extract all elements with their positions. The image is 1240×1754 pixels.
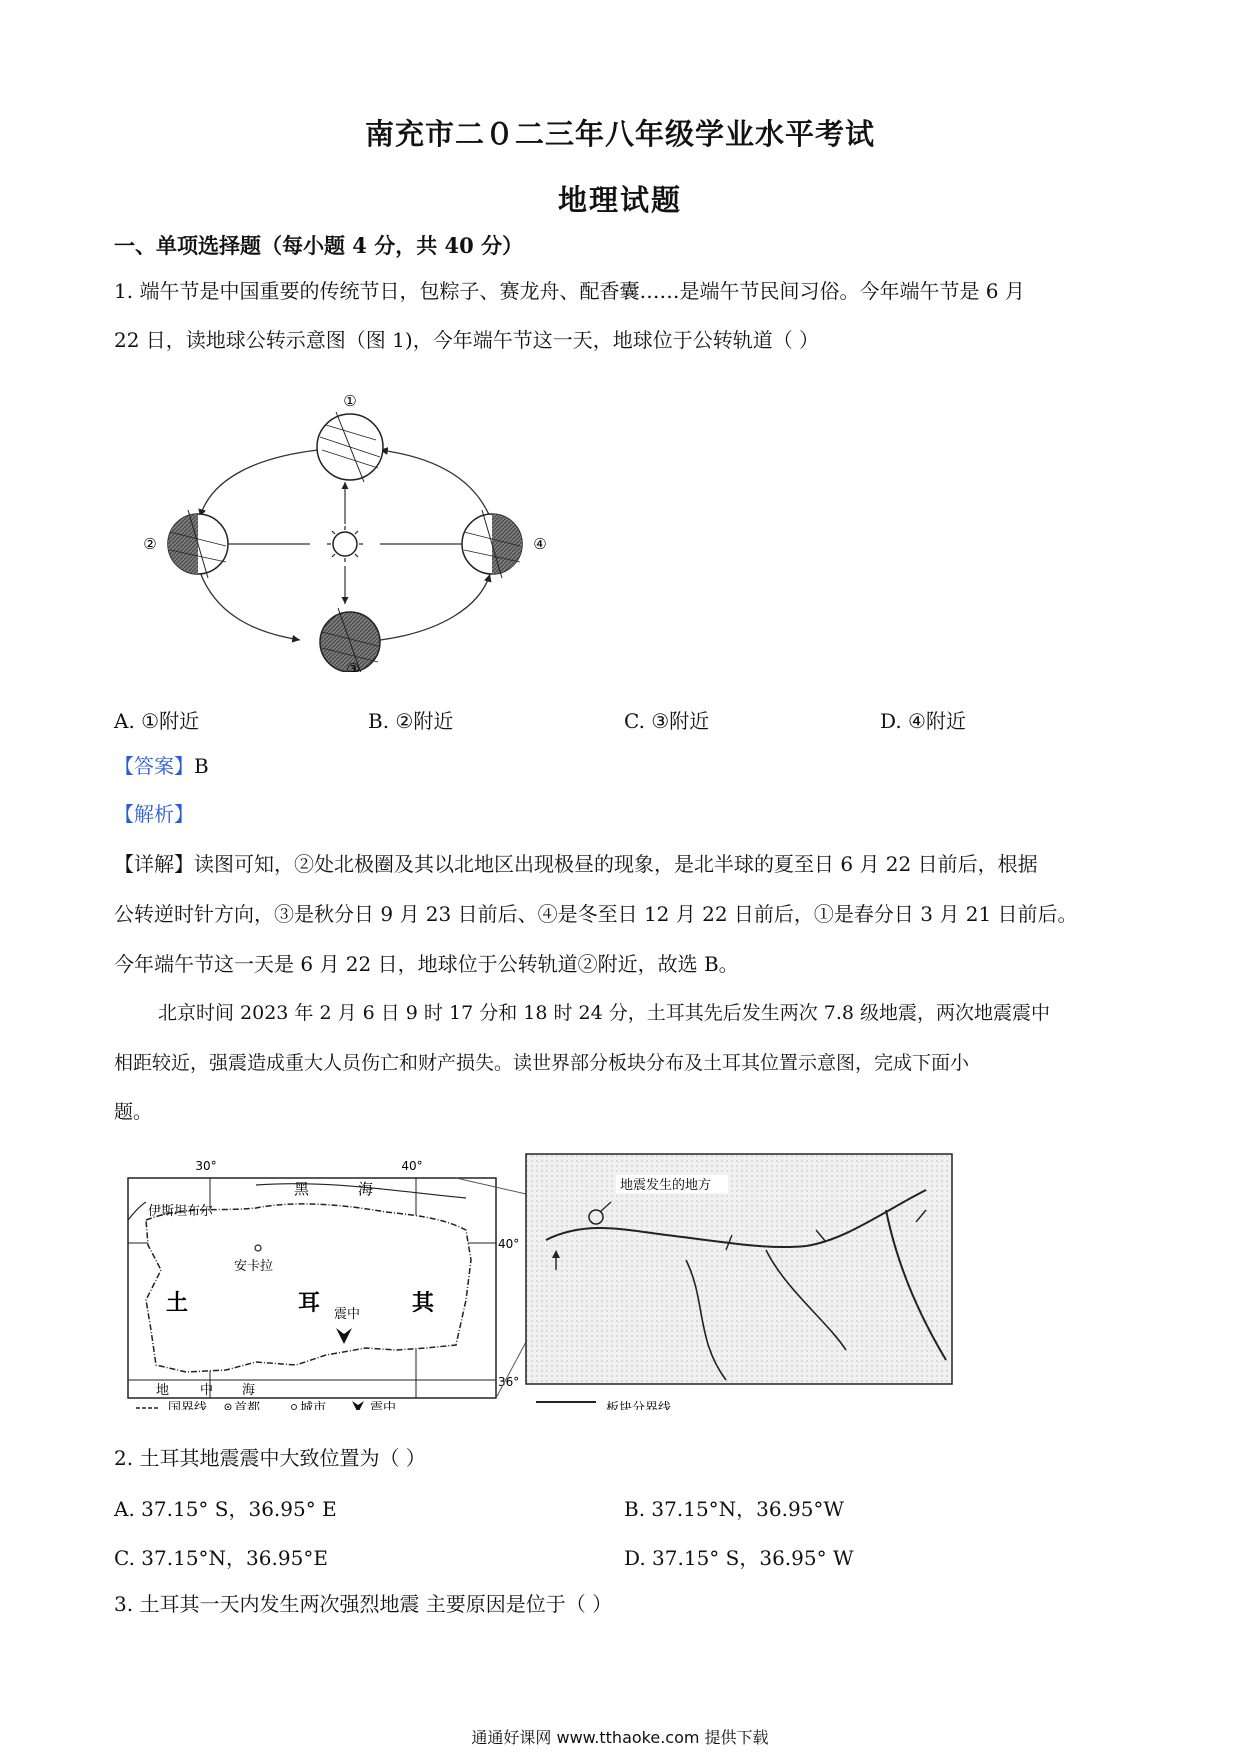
orbit-arc-bottom-left — [200, 572, 300, 640]
svg-text:土: 土 — [166, 1291, 189, 1316]
svg-text:中: 中 — [200, 1383, 214, 1398]
figure-label-1: ① — [343, 392, 357, 410]
q1-stem-line2: 22 日，读地球公转示意图（图 1)，今年端午节这一天，地球位于公转轨道（ ） — [114, 328, 820, 352]
svg-text:震中: 震中 — [370, 1401, 397, 1410]
detail-label: 【详解】 — [114, 852, 194, 876]
orbit-arc-top-right — [380, 450, 490, 517]
svg-text:海: 海 — [242, 1383, 256, 1398]
q1-option-a: A. ①附近 — [114, 709, 200, 733]
svg-text:36°: 36° — [498, 1375, 520, 1389]
q1-option-c: C. ③附近 — [624, 709, 710, 733]
answer-label: 【答案】 — [114, 754, 194, 778]
svg-text:40°: 40° — [498, 1237, 520, 1251]
passage-line3: 题。 — [114, 1101, 153, 1123]
q1-answer — [114, 753, 209, 779]
exam-subtitle: 地理试题 — [557, 183, 682, 217]
svg-text:国界线: 国界线 — [168, 1401, 208, 1410]
orbit-arc-bottom-right — [380, 574, 490, 640]
earth-revolution-figure — [140, 392, 560, 672]
figure-label-2: ② — [143, 535, 157, 553]
svg-text:板块分界线: 板块分界线 — [606, 1401, 672, 1410]
svg-text:40°: 40° — [401, 1159, 423, 1173]
istanbul-label: 伊斯坦布尔 — [148, 1204, 214, 1219]
figure-label-3: ③ — [346, 660, 360, 672]
svg-text:30°: 30° — [195, 1159, 217, 1173]
svg-text:耳: 耳 — [298, 1291, 321, 1316]
q1-option-b: B. ②附近 — [368, 709, 454, 733]
earth-position-4 — [462, 510, 522, 578]
turkey-outline — [146, 1204, 471, 1372]
q1-analysis-label: 【解析】 — [114, 802, 194, 826]
svg-text:其: 其 — [412, 1291, 435, 1316]
q1-option-d: D. ④附近 — [880, 709, 966, 733]
q3-stem: 3. 土耳其一天内发生两次强烈地震 主要原因是位于（ ） — [114, 1592, 613, 1616]
q2-option-d: D. 37.15° S，36.95° W — [624, 1546, 854, 1570]
section-heading: 一、单项选择题（每小题 4 分，共 40 分） — [114, 233, 524, 258]
svg-text:海: 海 — [358, 1180, 374, 1198]
q1-detail-line2: 公转逆时针方向，③是秋分日 9 月 23 日前后、④是冬至日 12 月 22 日前后，①是春分日 3 月 21 日前后。 — [114, 902, 1078, 926]
sun-icon — [327, 526, 363, 562]
quake-place-label: 地震发生的地方 — [620, 1178, 712, 1193]
map-legend — [136, 1400, 671, 1410]
svg-text:地: 地 — [156, 1383, 170, 1398]
passage-line1: 北京时间 2023 年 2 月 6 日 9 时 17 分和 18 时 24 分，土耳其先后发生两次 7.8 级地震，两次地震震中 — [158, 1002, 1050, 1024]
figure-label-4: ④ — [533, 535, 547, 553]
ankara-label: 安卡拉 — [234, 1259, 274, 1274]
answer-value: B — [194, 754, 209, 778]
q2-option-b: B. 37.15°N，36.95°W — [624, 1497, 844, 1521]
svg-text:黑: 黑 — [294, 1180, 310, 1198]
earth-position-1 — [317, 412, 383, 482]
orbit-arc-top-left — [200, 450, 318, 517]
exam-title: 南充市二０二三年八年级学业水平考试 — [364, 117, 875, 151]
q1-detail-line3: 今年端午节这一天是 6 月 22 日，地球位于公转轨道②附近，故选 B。 — [114, 952, 739, 976]
q1-detail-line1: 【详解】读图可知，②处北极圈及其以北地区出现极昼的现象，是北半球的夏至日 6 月 22 日前后，根据 — [114, 852, 1038, 876]
plate-map-frame — [526, 1154, 952, 1384]
q2-option-a: A. 37.15° S，36.95° E — [114, 1497, 337, 1521]
earth-position-2 — [168, 510, 228, 578]
turkey-plate-map-figure — [126, 1150, 956, 1410]
q2-stem: 2. 土耳其地震震中大致位置为（ ） — [114, 1446, 426, 1470]
page-footer: 通通好课网 www.tthaoke.com 提供下载 — [471, 1728, 769, 1747]
epicenter-label: 震中 — [334, 1307, 361, 1322]
q1-stem-line1: 1. 端午节是中国重要的传统节日，包粽子、赛龙舟、配香囊……是端午节民间习俗。今年端午节是 6 月 — [114, 279, 1025, 303]
svg-text:城市: 城市 — [300, 1401, 327, 1410]
ankara-capital-icon — [255, 1245, 261, 1251]
svg-text:首都: 首都 — [234, 1401, 261, 1410]
passage-line2: 相距较近，强震造成重大人员伤亡和财产损失。读世界部分板块分布及土耳其位置示意图，完成下面小 — [114, 1052, 970, 1074]
q2-option-c: C. 37.15°N，36.95°E — [114, 1546, 328, 1570]
